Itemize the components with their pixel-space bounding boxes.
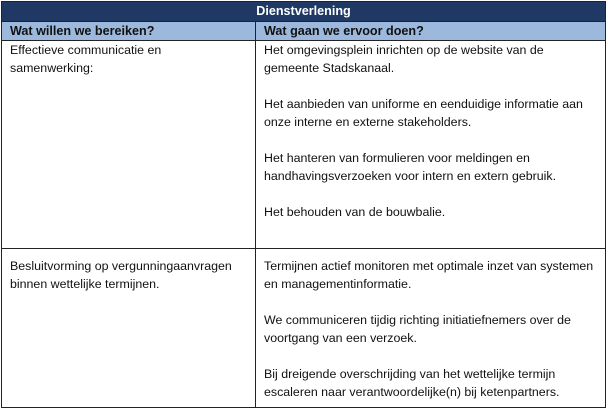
dienstverlening-table: [1, 1, 606, 408]
action-text: Het hanteren van formulieren voor meldingen en handhavingsverzoeken voor intern en extern gebruik.: [264, 151, 557, 183]
actions-cell: [256, 41, 606, 249]
action-text: Bij dreigende overschrijding van het wettelijke termijn escaleren naar verantwoordelijke(n) bij ketenpartners.: [264, 367, 560, 399]
action-text: Het behouden van de bouwbalie.: [264, 205, 446, 219]
action-text: Termijnen actief monitoren met optimale inzet van systemen en managementinformatie.: [264, 259, 594, 291]
goal-cell: [2, 41, 256, 249]
table-row: [2, 41, 606, 249]
table-title: Dienstverlening: [2, 2, 606, 22]
goal-text: Besluitvorming op vergunningaanvragen binnen wettelijke termijnen.: [10, 259, 232, 291]
action-text: Het aanbieden van uniforme en eenduidige informatie aan onze interne en externe stakeholders.: [264, 97, 583, 129]
goal-cell: [2, 249, 256, 408]
table-row: [2, 249, 606, 408]
action-text: Het omgevingsplein inrichten op de website van de gemeente Stadskanaal.: [264, 43, 544, 75]
column-header-actions: Wat gaan we ervoor doen?: [256, 22, 606, 41]
actions-cell: [256, 249, 606, 408]
action-text: We communiceren tijdig richting initiatiefnemers over de voortgang van een verzoek.: [264, 313, 571, 345]
column-header-goals: Wat willen we bereiken?: [2, 22, 256, 41]
goal-text: Effectieve communicatie en samenwerking:: [10, 43, 162, 75]
